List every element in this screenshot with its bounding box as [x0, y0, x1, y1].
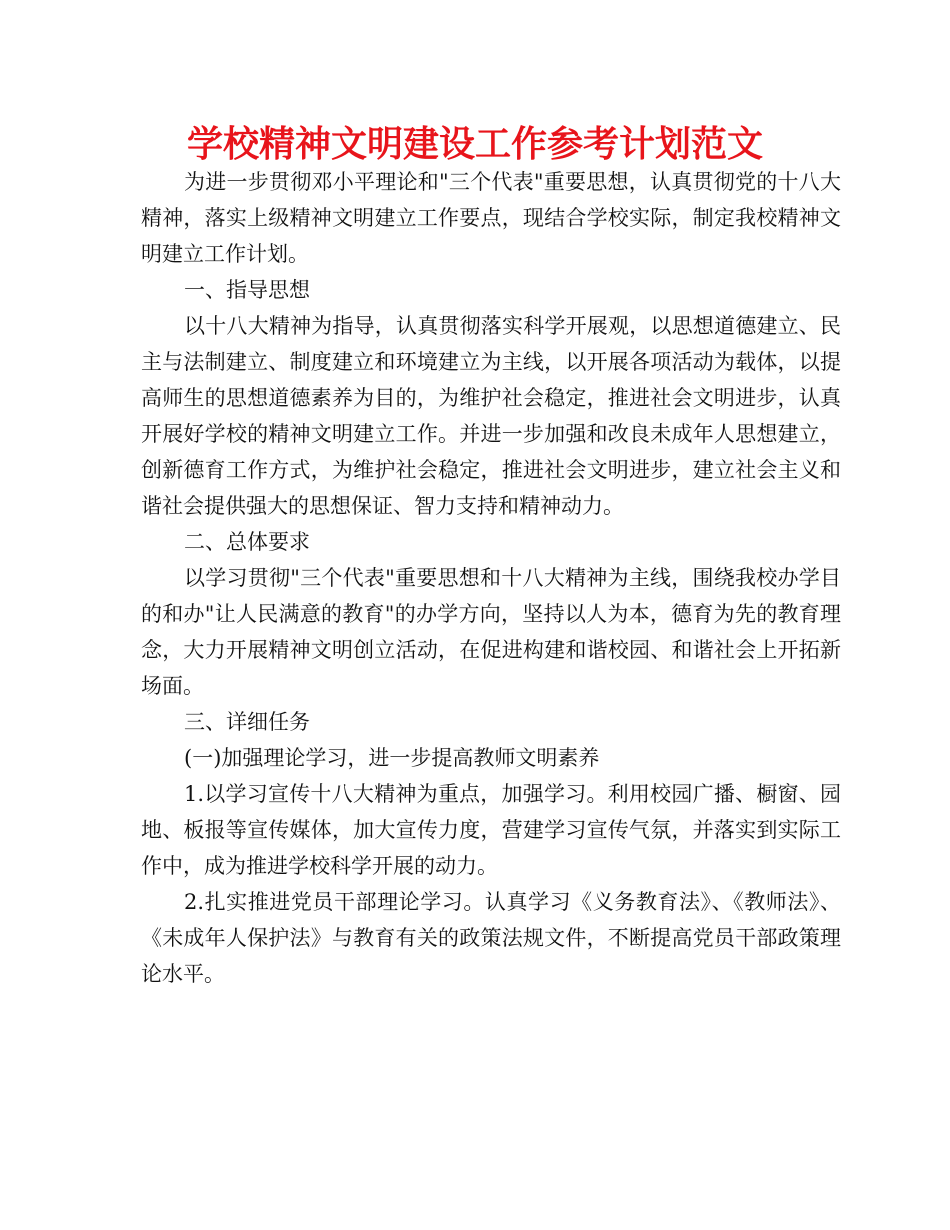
paragraph-guiding-ideology: 以十八大精神为指导，认真贯彻落实科学开展观，以思想道德建立、民主与法制建立、制度建立和环境建立为主线，以开展各项活动为载体，以提高师生的思想道德素养为目的，为维护社会稳定，推进社会文明进步，认真开展好学校的精神文明建立工作。并进一步加强和改良未成年人思想建立，创新德育工作方式，为维护社会稳定，推进社会文明进步，建立社会主义和谐社会提供强大的思想保证、智力支持和精神动力。 — [141, 314, 841, 518]
subheading-theory-study: (一)加强理论学习，进一步提高教师文明素养 — [184, 746, 600, 770]
heading-detailed-tasks: 三、详细任务 — [184, 710, 310, 734]
paragraph-task-1: 1.以学习宣传十八大精神为重点，加强学习。利用校园广播、橱窗、园地、板报等宣传媒体，加大宣传力度，营建学习宣传气氛，并落实到实际工作中，成为推进学校科学开展的动力。 — [141, 782, 841, 878]
heading-general-requirements: 二、总体要求 — [184, 530, 310, 554]
heading-guiding-ideology: 一、指导思想 — [184, 278, 310, 302]
document-title: 学校精神文明建设工作参考计划范文 — [186, 124, 763, 165]
document-body — [141, 164, 841, 992]
paragraph-general-requirements: 以学习贯彻"三个代表"重要思想和十八大精神为主线，围绕我校办学目的和办"让人民满意的教育"的办学方向，坚持以人为本，德育为先的教育理念，大力开展精神文明创立活动，在促进构建和谐校园、和谐社会上开拓新场面。 — [141, 566, 841, 698]
paragraph-task-2: 2.扎实推进党员干部理论学习。认真学习《义务教育法》、《教师法》、《未成年人保护法》与教育有关的政策法规文件，不断提高党员干部政策理论水平。 — [141, 890, 841, 986]
paragraph-intro: 为进一步贯彻邓小平理论和"三个代表"重要思想，认真贯彻党的十八大精神，落实上级精神文明建立工作要点，现结合学校实际，制定我校精神文明建立工作计划。 — [141, 170, 841, 266]
